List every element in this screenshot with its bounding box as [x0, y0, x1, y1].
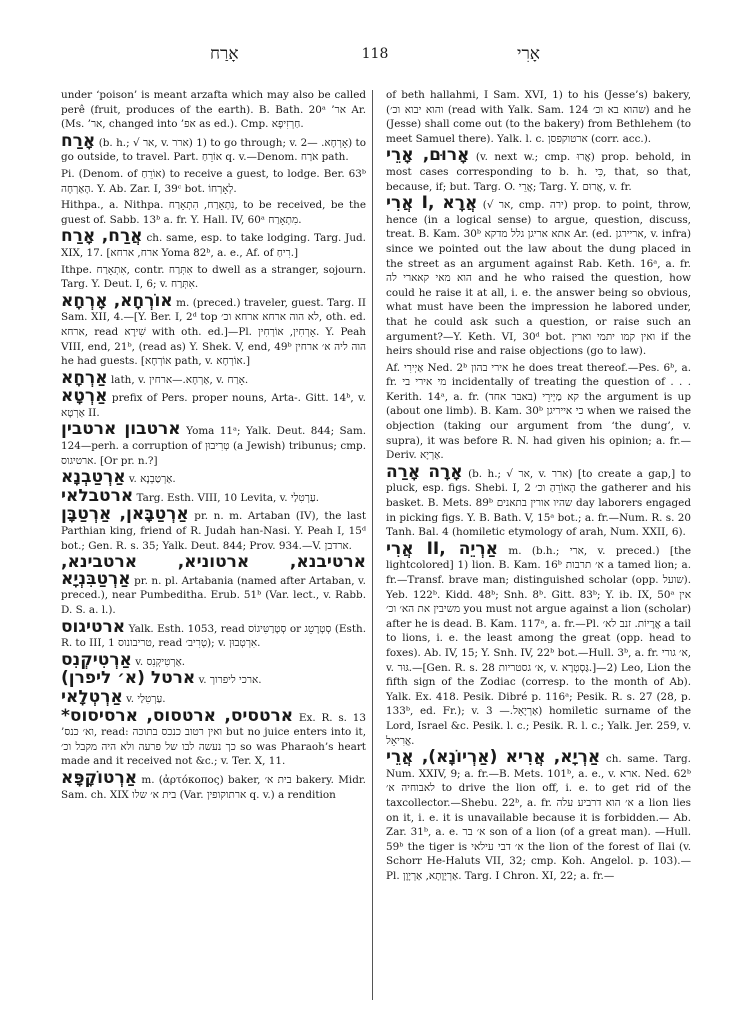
entry-text: Ex. R. s. 13 ’וא׳ כנס, read: ואין רטוב כנכס בתוכה but no juice enters into it, כך נעשה לבו של פרעה ולא היה מקבל וכ׳ so was Pharaoh’s heart made and it received not &c.; v. Ter. X, 11.	[61, 711, 367, 768]
dictionary-entry	[386, 747, 692, 883]
entry-text: ch. same. Targ. Num. XXIV, 9; a. fr.—B. Mets. 101ᵇ, a. e., v. ארא. Ned. 62ᵇ לאבוחיה א׳ to drive the lion off, i. e. to get rid of the taxcollector.—Shebu. 22ᵇ, a. fr. א׳ הוא דרביע עלה a lion lies on it, i. e. it is unavailable because it is forbidden.— Ab. Zar. 31ᵇ, a. e. א׳ בר son of a lion (of a great man). —Hull. 59ᵇ the tiger is א׳ דבי עילאי the lion of the forest of Ilai (v. Schorr He-Haluts VII, 32; cmp. Koh. Angelol. p. 103).—Pl. אַרְיָוָתָא, אַרְיָוָן. Targ. I Chron. XI, 22; a. fr.—	[386, 753, 692, 882]
running-head-right: אָרִי	[516, 44, 540, 64]
running-head-left: אָרַח	[210, 44, 239, 64]
dictionary-entry	[61, 767, 366, 802]
dictionary-entry	[61, 386, 366, 420]
entry-headword: אַרְטוֹקָפָּא	[61, 767, 138, 788]
entry-headword: אַרְיָא, אֲרִיא (אַרְיוֹנָא), אֲרֵי	[386, 747, 601, 768]
entry-headword: אָרָה אָרַה	[386, 461, 463, 482]
entry-text: pr. n. pl. Artabania (named after Artaban, v. preced.), near Pumbeditha. Erub. 51ᵇ (Var. lect., v. Rabb. D. S. a. l.).	[61, 574, 366, 616]
entry-text: Pi. (Denom. of אוֹרֵחַ) to receive a guest, to lodge. Ber. 63ᵇ הָאַרְחָה. Y. Ab. Zar. I, 39ᶜ bot. לְאָרְחוֹ.	[61, 167, 367, 195]
dictionary-entry	[61, 705, 367, 769]
entry-headword: אֲרִי II, אַרְיֵה	[386, 538, 498, 559]
entry-headword: ארטל (א׳ ליפרן)	[61, 668, 196, 689]
entry-headword: אַרְחָא	[61, 367, 108, 388]
dictionary-entry	[61, 485, 366, 506]
entry-text: v. אַרְטַבְנָא.	[128, 473, 176, 486]
entry-text: Yalk. Esth. 1053, read סְטָרַטִּיגוֹס or סְטְרָטֵג (Esth. R. to III, 1 טריבונוס, read טְרִיב׳); v. אִרְטְבוּן.	[61, 622, 366, 650]
dictionary-entry	[386, 461, 691, 540]
dictionary-entry	[61, 419, 366, 468]
entry-headword: אַרְטַבָּאן, אַרְטַבָּן	[61, 504, 189, 525]
entry-text: m. (preced.) traveler, guest. Targ. II Sam. XII, 4.—[Y. Ber. I, 2ᵈ top לא הוה ארחא ארחא וכ׳, oth. ed. ארחא, read שִׁירָא with oth. ed.]—Pl. אָרְחִין, אוֹרְחִין. Y. Peah VIII, end, 21ᵇ, (read as) Y. Shek. V, end, 49ᵇ הוה ליה א׳ ארחין he had guests. [אוֹרְחָא path, v. אוֹרְחָא.]	[61, 296, 367, 368]
entry-text: Yoma 11ᵃ; Yalk. Deut. 844; Sam. 124—perh. a corruption of טְרִיבוּן (a Jewish) tribunus; cmp. ארטיגוס. [Or pr. n.?]	[61, 425, 366, 467]
entry-headword: אַרְטִיקְנִס	[61, 649, 132, 670]
entry-headword: ארטבון ארטבין	[61, 419, 181, 440]
entry-text: prefix of Pers. proper nouns, Arta-. Gitt. 14ᵇ, v. אַרְטָא II.	[61, 392, 366, 419]
entry-text: m. (ἀρτόκοπος) baker, בית א׳ bakery. Midr. Sam. ch. XIX בית א׳ שלו (Var. ארתוקופין q. v.) a rendition	[61, 773, 366, 801]
entry-text: (√ אר, cmp. ירה) prop. to point, throw, hence (in a logical sense) to argue, question, discuss, treat. B. Kam. 30ᵇ אתא אריגן גלל מדקא Ar. (ed. אריירגן, v. infra) since we pointed out the law about the dung placed in the street as an argument against Rab. Keth. 16ᵃ, a. fr. הוא מאי קאארי לה and he who raised the question, how could he raise it at all, i. e. the answer being so obvious, what must have been the impression he labored under, that he could ask such a question, or raise such an argument?—Y. Keth. VI, 30ᵈ bot. ואין קמו יתמי וארין if the heirs should rise and raise objections (go to law).	[386, 199, 692, 358]
dictionary-entry	[61, 167, 366, 196]
dictionary-entry	[61, 263, 366, 292]
entry-headword: ארטיגוס	[61, 616, 126, 637]
entry-text: lath, v. אַרְחָא.—ארחין, v. אָרַח.	[110, 373, 249, 386]
dictionary-entry	[61, 616, 366, 651]
entry-headword: *ארטסיס, ארטסוס, ארסיסוס	[61, 705, 294, 726]
dictionary-entry	[61, 367, 366, 388]
dictionary-entry	[61, 467, 366, 488]
dictionary-entry	[61, 290, 367, 369]
dictionary-entry	[61, 649, 366, 670]
entry-headword: אֲרִי I, אֲרָא	[386, 193, 478, 214]
entry-text: v. ארכי ליפרוך.	[198, 674, 262, 687]
entry-text: pr. n. m. Artaban (IV), the last Parthian king, friend of R. Judah han-Nasi. Y. Peah I, 15ᵈ bot.; Gen. R. s. 35; Yalk. Deut. 844; Prov. 934.—V. ארדבן.	[61, 510, 366, 552]
page-header	[60, 44, 690, 72]
entry-text: (b. h.; √ אר, v. ארר) 1) to go through; v. אָרְחָא. —2) to go outside, to travel. Part. אוֹרֵחַ q. v.—Denom. אֹרַח path.	[61, 136, 366, 164]
entry-text: Af. אַיְירִי Ned. 2ᵇ אירי בהון he does treat thereof.—Pes. 6ᵇ, a. fr. מי אירי בי incidentally of treating the question of . . . Kerith. 14ᵃ, a. fr. (באבר אחד) קא מַיְירֵי the argument is up (about one limb). B. Kam. 30ᵇ כי אייריגן when we raised the objection (taking our argument from ‘the dung’, v. supra), it was before R. N. had given his opinion; a. fr.—Deriv. אַרְיָא.	[386, 361, 692, 462]
entry-headword: אָרוּם, אָרֵי	[386, 145, 470, 166]
entry-headword: אַרְטָא	[61, 386, 108, 407]
dictionary-entry	[61, 504, 366, 553]
dictionary-entry	[61, 88, 366, 132]
dictionary-entry	[61, 226, 366, 260]
entry-headword: אַרְטְלָאי	[61, 686, 123, 707]
dictionary-entry	[386, 538, 692, 748]
dictionary-entry	[61, 668, 366, 689]
entry-headword: ארטבלאי	[61, 485, 134, 506]
dictionary-entry	[61, 686, 366, 707]
entry-headword: אֲרַח, אָרַח	[61, 226, 143, 247]
dictionary-entry	[386, 193, 692, 359]
left-column	[61, 88, 366, 804]
right-column	[386, 88, 691, 885]
entry-text: v. אַרְטִיקְנִס.	[135, 655, 186, 668]
entry-headword: אוֹרְחָא, אָרְחָא	[61, 290, 173, 311]
entry-text: m. (b.h.; ארי, v. preced.) [the lightcolored] 1) lion. B. Kam. 16ᵇ א׳ תרבות a tamed lion; a. fr.—Transf. brave man; distinguished scholar (opp. שועל). Yeb. 122ᵇ. Kidd. 48ᵇ; Snh. 8ᵇ. Gitt. 83ᵇ; Y. ib. IX, 50ᵃ אין משיבין את הא׳ וכ׳ you must not argue against a lion (scholar) after he is dead. B. Kam. 117ᵃ, a. fr.—Pl. אֲרָיוֹת. זנב לא׳ a tail to lions, i. e. the least among the great (opp. head to foxes). Ab. IV, 15; Y. Snh. IV, 22ᵇ bot.—Hull. 3ᵇ, a. fr. א׳ גורי, v. גּוּר.—[Gen. R. s. 28 א׳ גסטריות, v. גַּסְטְרָא.]—2) Leo, Lion the fifth sign of the Zodiac (corresp. to the month of Ab). Yalk. Ex. 418. Pesik. Dibré p. 116ᵃ; Pesik. R. s. 27 (28, p. 133ᵇ, ed. Fr.); v. אַרְיָאֵל.— 3) homiletic surname of the Lord, Israel &c. Pesik. l. c.; Pesik. R. l. c.; Yalk. Jer. 259, v. אֲרִיאֵל.	[386, 544, 692, 747]
entry-text: under ‘poison’ is meant arzafta which may also be called perê (fruit, produces of the earth). B. Bath. 20ᵃ ’אר Ar. (Ms. ’אר, changed into ’אפ as ed.). Cmp. חַרְזִיפָא.	[61, 89, 366, 131]
dictionary-entry	[61, 198, 366, 227]
entry-headword: ארטיבנא, ארטוניא, ארטבינא, אַרְטַבִּנְיָא	[61, 552, 366, 589]
entry-text: of beth hallahmi, I Sam. XVI, 1) to his (Jesse’s) bakery, (והוא יבוא וכ׳ (read with Yalk. Sam. 124 שהוא בא וכ׳) and he (Jesse) shall come out (to the bakery) from Bethlehem (to meet Samuel there). Yalk. l. c. ארטוקפסן (corr. acc.).	[386, 89, 691, 145]
column-divider	[372, 90, 373, 1000]
dictionary-entry	[386, 88, 691, 146]
dictionary-entry	[386, 361, 691, 463]
entry-text: Targ. Esth. VIII, 10 Levita, v. עַרְטִלַי.	[136, 491, 320, 504]
dictionary-entry	[61, 552, 366, 617]
entry-text: Ithpe. אִתְאָרַח, contr. אִתְּרַח to dwell as a stranger, sojourn. Targ. Y. Deut. I, 6; v. אִתְּרַח.	[61, 263, 366, 291]
dictionary-entry	[386, 145, 691, 194]
dictionary-entry	[61, 130, 366, 165]
entry-text: (v. next w.; cmp. אֲרוּ) prop. behold, in most cases corresponding to b. h. כִּי, that, so that, because, if; but. Targ. O. אֲרֵי; Targ. Y. אֲרוּם, v. fr.	[386, 151, 691, 193]
entry-text: v. עַרְטִלַי.	[126, 692, 166, 705]
entry-text: ch. same, esp. to take lodging. Targ. Jud. XIX, 17. [ארח, ארחא Yoma 82ᵇ, a. e., Af. of רִיחַ.]	[61, 232, 366, 259]
entry-text: Hithpa., a. Nithpa. נִתְאָרַח, הִתְאָרַח, to be received, be the guest of. Sabb. 13ᵇ a. fr. Y. Hall. IV, 60ᵃ מִתְאָרַח.	[61, 199, 367, 226]
entry-text: (b. h.; √ אר, v. ארר) [to create a gap,] to pluck, esp. figs. Shebi. I, 2 הָאוֹרֵהַ וכ׳ the gatherer and his basket. B. Mets. 89ᵇ שהיו אורין בתאנים day laborers engaged in picking figs. Y. B. Bath. V, 15ᵃ bot.; a. fr.—Num. R. s. 20 Tanh. Bal. 4 (homiletic etymology of arah, Num. XXII, 6).	[386, 467, 691, 539]
entry-headword: אַרְטַבְנָא	[61, 467, 126, 488]
entry-headword: אָרַח	[61, 130, 96, 151]
page-number: 118	[361, 46, 389, 62]
